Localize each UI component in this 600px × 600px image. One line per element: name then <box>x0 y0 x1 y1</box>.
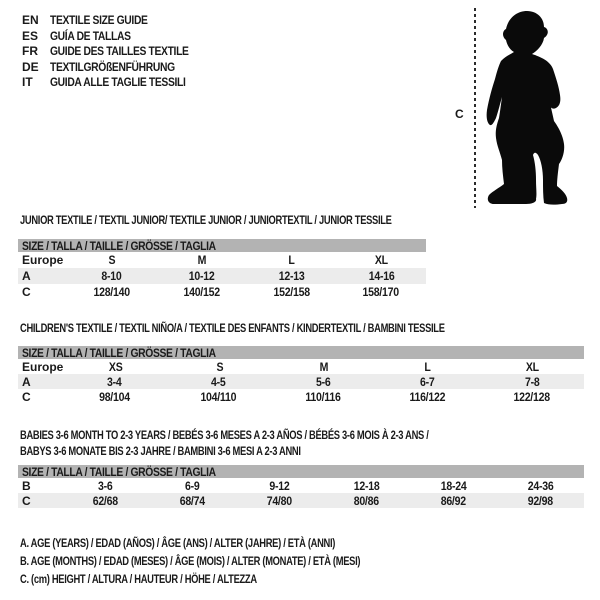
section-title <box>18 322 584 335</box>
language-title: GUÍA DE TALLAS <box>50 28 131 43</box>
row-label: B <box>22 478 31 493</box>
cell-value: 122/128 <box>513 389 550 404</box>
table-cell <box>149 494 236 508</box>
legend-note-text: A. AGE (YEARS) / EDAD (AÑOS) / ÂGE (ANS) / ALTER (JAHRE) / ETÀ (ANNI) <box>20 536 336 550</box>
table-cell <box>157 253 247 267</box>
table-row <box>18 478 584 493</box>
cell-value: 18-24 <box>440 478 467 493</box>
table-cell <box>62 494 149 508</box>
table-cell <box>157 269 247 283</box>
table-cell <box>247 253 337 267</box>
table-cell <box>236 494 323 508</box>
section-children-textile <box>18 322 584 404</box>
language-title: TEXTILGRÖßENFÜHRUNG <box>50 59 175 74</box>
table-row <box>18 268 426 284</box>
table-row <box>18 389 584 404</box>
cell-value: 9-12 <box>269 478 290 493</box>
legend-notes <box>20 534 456 588</box>
table-cell <box>247 269 337 283</box>
table-cell <box>247 285 337 299</box>
cell-value: L <box>288 253 295 267</box>
cell-value: XL <box>374 253 388 267</box>
table-cell <box>149 479 236 493</box>
row-label: C <box>22 285 31 299</box>
language-row <box>22 13 211 29</box>
size-header-bar <box>18 239 426 252</box>
junior-size-table <box>18 239 426 300</box>
table-cell <box>67 253 157 267</box>
cell-value: 104/110 <box>200 389 237 404</box>
language-row <box>22 75 211 91</box>
cell-value: 110/116 <box>305 389 341 404</box>
section-title <box>18 214 426 227</box>
section-title <box>18 427 584 459</box>
legend-note-row <box>20 534 456 552</box>
language-title: GUIDA ALLE TAGLIE TESSILI <box>50 75 186 89</box>
cell-value: 4-5 <box>211 374 226 389</box>
cell-value: 8-10 <box>101 269 122 283</box>
table-cell <box>67 269 157 283</box>
language-title: GUIDE DES TAILLES TEXTILE <box>50 44 189 58</box>
cell-value: 14-16 <box>368 269 394 283</box>
language-row <box>22 60 211 76</box>
row-label: A <box>22 269 31 283</box>
cell-value: 3-4 <box>106 374 122 389</box>
legend-note-row <box>20 552 456 570</box>
legend-note-text: C. (cm) HEIGHT / ALTURA / HAUTEUR / HÖHE / ALTEZZA <box>20 572 257 586</box>
legend-note-row <box>20 570 456 588</box>
cell-value: S <box>216 359 223 374</box>
table-cell <box>375 390 479 404</box>
cell-value: 7-8 <box>524 374 540 389</box>
language-code: DE <box>22 59 39 74</box>
cell-value: 68/74 <box>179 493 206 508</box>
cell-value: 92/98 <box>527 493 554 508</box>
cell-value: 6-7 <box>420 374 435 389</box>
table-cell <box>167 360 271 374</box>
table-row <box>18 493 584 508</box>
table-row <box>18 374 584 389</box>
cell-value: 12-18 <box>353 478 380 493</box>
table-cell <box>272 360 376 374</box>
children-size-table <box>18 346 584 404</box>
table-cell <box>166 390 270 404</box>
table-cell <box>63 360 167 374</box>
section-junior-textile <box>18 214 426 300</box>
cell-value: S <box>108 253 116 267</box>
height-measure-dashed-line <box>474 8 476 208</box>
cell-value: M <box>197 253 206 267</box>
language-code: ES <box>22 28 39 43</box>
row-label: C <box>22 389 31 404</box>
table-cell <box>410 494 497 508</box>
table-cell <box>480 390 584 404</box>
section-babies-textile <box>18 427 584 508</box>
language-code: EN <box>22 13 39 27</box>
section-title-text: JUNIOR TEXTILE / TEXTIL JUNIOR/ TEXTILE JUNIOR / JUNIORTEXTIL / JUNIOR TESSILE <box>20 213 392 227</box>
cell-value: XS <box>108 359 123 374</box>
table-cell <box>67 285 157 299</box>
table-cell <box>236 479 323 493</box>
cell-value: 80/86 <box>353 493 380 508</box>
table-cell <box>336 253 426 267</box>
cell-value: 74/80 <box>266 493 293 508</box>
language-title: TEXTILE SIZE GUIDE <box>50 13 148 27</box>
table-cell <box>323 479 410 493</box>
table-cell <box>62 390 166 404</box>
height-measure-label: C <box>455 107 464 121</box>
cell-value: 98/104 <box>98 389 130 404</box>
table-row <box>18 284 426 300</box>
section-title-text: CHILDREN'S TEXTILE / TEXTIL NIÑO/A / TEXTILE DES ENFANTS / KINDERTEXTIL / BAMBINI TESSILE <box>20 321 445 335</box>
table-cell <box>497 479 584 493</box>
cell-value: M <box>319 359 328 374</box>
size-header-bar <box>18 465 584 478</box>
table-cell <box>62 375 166 389</box>
language-code: IT <box>22 75 33 89</box>
language-code: FR <box>22 44 38 58</box>
cell-value: 116/122 <box>409 389 446 404</box>
table-cell <box>323 494 410 508</box>
cell-value: 86/92 <box>440 493 467 508</box>
table-cell <box>157 285 247 299</box>
cell-value: 158/170 <box>362 285 400 299</box>
size-header-label: SIZE / TALLA / TAILLE / GRÖSSE / TAGLIA <box>22 345 216 360</box>
table-cell <box>497 494 584 508</box>
table-cell <box>271 375 375 389</box>
table-cell <box>336 285 426 299</box>
table-cell <box>336 269 426 283</box>
table-cell <box>166 375 270 389</box>
cell-value: L <box>424 359 431 374</box>
row-label: C <box>22 493 31 508</box>
row-label: Europe <box>22 359 64 374</box>
section-title-line-1: BABIES 3-6 MONTH TO 2-3 YEARS / BEBÉS 3-6 MESES A 2-3 AÑOS / BÉBÉS 3-6 MOIS À 2-3 ANS / <box>20 428 429 442</box>
size-header-bar <box>18 346 584 359</box>
cell-value: 152/158 <box>273 285 310 299</box>
legend-note-text: B. AGE (MONTHS) / EDAD (MESES) / ÂGE (MOIS) / ALTER (MONATE) / ETÀ (MESI) <box>20 554 361 568</box>
row-label: A <box>22 374 31 389</box>
table-cell <box>376 360 480 374</box>
table-cell <box>62 479 149 493</box>
language-title-list <box>22 13 211 91</box>
table-row <box>18 359 584 374</box>
cell-value: 12-13 <box>278 269 305 283</box>
table-cell <box>410 479 497 493</box>
cell-value: 128/140 <box>93 285 131 299</box>
table-row <box>18 252 426 268</box>
cell-value: 5-6 <box>315 374 331 389</box>
language-row <box>22 44 211 60</box>
size-header-label: SIZE / TALLA / TAILLE / GRÖSSE / TAGLIA <box>22 464 216 479</box>
cell-value: 140/152 <box>183 285 220 299</box>
table-cell <box>480 360 584 374</box>
cell-value: 62/68 <box>92 493 119 508</box>
babies-size-table <box>18 465 584 508</box>
cell-value: 6-9 <box>185 478 200 493</box>
toddler-silhouette <box>480 0 575 210</box>
language-row <box>22 29 211 45</box>
cell-value: 10-12 <box>188 269 215 283</box>
size-header-label: SIZE / TALLA / TAILLE / GRÖSSE / TAGLIA <box>22 238 216 253</box>
table-cell <box>480 375 584 389</box>
cell-value: 24-36 <box>527 478 554 493</box>
section-title-line-2: BABYS 3-6 MONATE BIS 2-3 JAHRE / BAMBINI 3-6 MESI A 2-3 ANNI <box>20 444 301 458</box>
cell-value: XL <box>525 359 539 374</box>
table-cell <box>375 375 479 389</box>
cell-value: 3-6 <box>98 478 113 493</box>
row-label: Europe <box>22 253 64 267</box>
table-cell <box>271 390 375 404</box>
